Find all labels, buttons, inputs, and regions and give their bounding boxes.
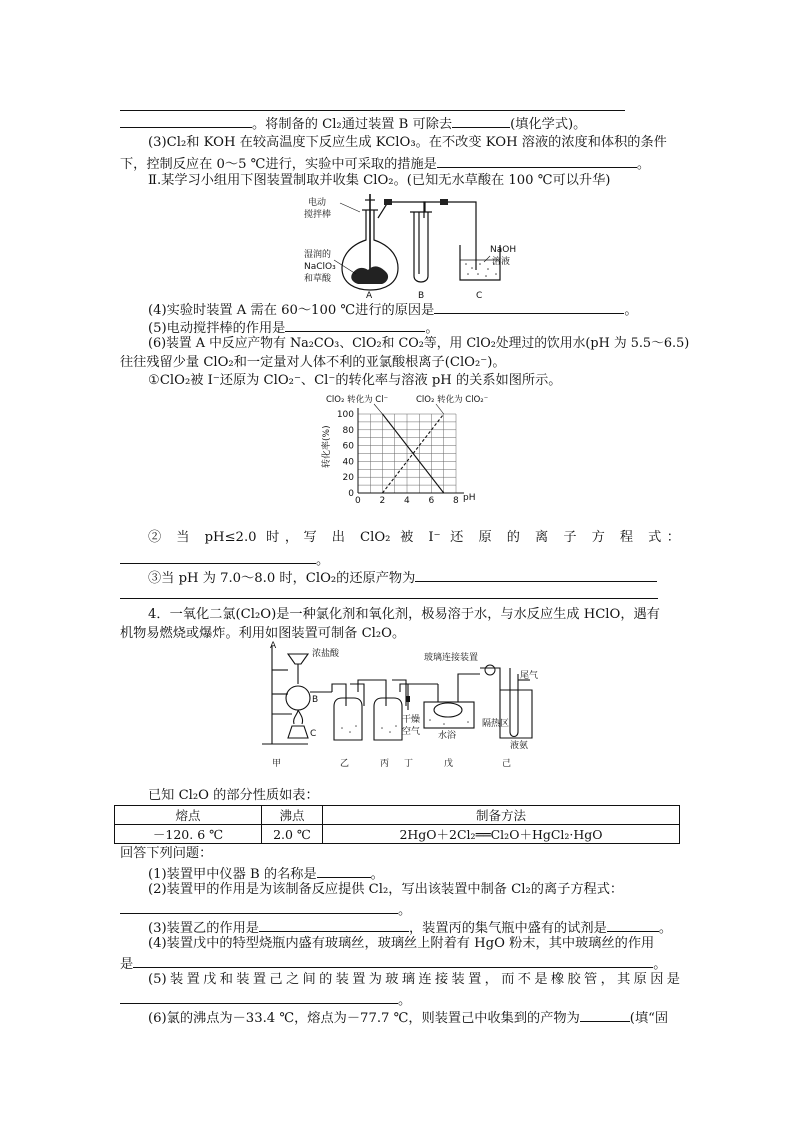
answer-blank[interactable] (317, 862, 371, 878)
water-bath-label: 水浴 (438, 731, 457, 741)
text: 。 (624, 303, 638, 318)
top-answer-line (120, 110, 625, 111)
apparatus-label-c: C (476, 291, 483, 300)
cell-method: 2HgO＋2Cl₂══Cl₂O＋HgCl₂·HgO (323, 825, 680, 844)
text: 。 (370, 867, 384, 882)
text: (填化学式)。 (510, 117, 587, 132)
unit-ji: 己 (502, 759, 512, 769)
naoh-label-2: 溶液 (492, 257, 511, 267)
text: 。 (658, 921, 672, 936)
p6-sub1: ①ClO₂被 I⁻还原为 ClO₂⁻、Cl⁻的转化率与溶液 pH 的关系如图所示。 (148, 373, 562, 388)
reagent-label-3: 和草酸 (304, 274, 332, 284)
y-tick-label: 20 (342, 473, 354, 484)
text: 。 (316, 553, 330, 568)
y-tick-label: 80 (342, 425, 354, 436)
cell-melting: －120. 6 ℃ (115, 825, 262, 844)
chart-ticks (337, 410, 459, 506)
answer-blank[interactable] (434, 298, 624, 314)
answer-blank[interactable] (133, 952, 653, 968)
label-b: B (312, 695, 319, 705)
label-c: C (310, 729, 317, 739)
table-caption: 已知 Cl₂O 的部分性质如表： (148, 788, 319, 803)
answer-line[interactable] (120, 598, 658, 599)
tail-gas-label: 尾气 (520, 671, 539, 681)
insulation-label: 隔热区 (482, 719, 510, 729)
p6-line1: (6)装置 A 中反应产物有 Na₂CO₃、ClO₂和 CO₂等，用 ClO₂处理过的饮用水(pH 为 5.5～6.5) (148, 336, 690, 351)
unit-ding: 丁 (404, 759, 414, 769)
answer-blank[interactable] (607, 916, 659, 932)
text: (1)装置甲中仪器 B 的名称是 (148, 867, 317, 882)
table-header-row (115, 806, 680, 825)
unit-yi: 乙 (340, 759, 350, 769)
x-tick-label: 4 (404, 496, 410, 506)
dry-air-label-1: 干燥 (402, 715, 421, 725)
text: 。 (398, 993, 412, 1008)
text: 。将制备的 Cl₂通过装置 B 可除去 (252, 117, 453, 132)
liquid-ammonia-label: 液氨 (510, 741, 529, 751)
q4-2: (2)装置甲的作用是为该制备反应提供 Cl₂，写出该装置中制备 Cl₂的离子方程式： (148, 882, 624, 897)
x-tick-label: 6 (428, 496, 435, 506)
text: (填“固 (629, 1011, 669, 1026)
q4-intro1: 4．一氧化二氯(Cl₂O)是一种氯化剂和氧化剂，极易溶于水，与水反应生成 HClO，遇有 (148, 607, 660, 622)
stirrer-label-1: 电动 (308, 198, 327, 208)
reagent-label-2: NaClO₃ (304, 262, 336, 272)
legend-leader-0 (374, 404, 383, 414)
apparatus-label-b: B (418, 291, 425, 300)
answer-intro: 回答下列问题： (120, 846, 213, 861)
text: 。 (425, 321, 439, 336)
text: 。 (398, 903, 412, 918)
text: 。 (636, 157, 651, 172)
legend-leader-1 (436, 404, 444, 414)
q4-intro2: 机物易燃烧或爆炸。利用如图装置可制备 Cl₂O。 (120, 626, 406, 641)
y-tick-label: 100 (336, 410, 354, 420)
chart-legend-clo2: ClO₂ 转化为 ClO₂⁻ (416, 395, 488, 405)
answer-blank[interactable] (120, 988, 398, 1004)
answer-blank[interactable] (452, 112, 510, 128)
cl2o-properties-table (114, 805, 680, 844)
p6-line2: 往往残留少量 ClO₂和一定量对人体不利的亚氯酸根离子(ClO₂⁻)。 (120, 355, 506, 370)
chart-xlabel: pH (463, 493, 476, 503)
header-boiling: 沸点 (262, 806, 323, 825)
unit-jia: 甲 (272, 759, 282, 769)
header-melting: 熔点 (115, 806, 262, 825)
clo2-apparatus-figure (300, 190, 540, 300)
table-row (115, 825, 680, 844)
answer-blank[interactable] (120, 112, 252, 128)
answer-blank[interactable] (285, 316, 425, 332)
reagent-label-1: 湿润的 (304, 250, 332, 260)
q4-4: (4)装置戊中的特型烧瓶内盛有玻璃丝，玻璃丝上附着有 HgO 粉末，其中玻璃丝的作用 (148, 936, 655, 951)
unit-bing: 丙 (380, 759, 390, 769)
text: ③当 pH 为 7.0～8.0 时，ClO₂的还原产物为 (148, 571, 416, 586)
text: 是 (120, 957, 134, 972)
cell-boiling: 2.0 ℃ (262, 825, 323, 844)
hcl-label: 浓盐酸 (312, 649, 340, 659)
chart-legend-cl: ClO₂ 转化为 Cl⁻ (326, 395, 389, 405)
y-tick-label: 60 (342, 441, 354, 452)
chart-ylabel: 转化率(%) (322, 425, 332, 468)
label-a: A (270, 641, 277, 651)
chart-series (374, 404, 444, 493)
text: (5)电动搅拌棒的作用是 (148, 321, 286, 336)
x-tick-label: 8 (453, 496, 459, 506)
answer-blank[interactable] (415, 566, 657, 582)
cl2o-apparatus-figure (248, 640, 548, 770)
answer-blank[interactable] (259, 916, 409, 932)
text: ，装置丙的集气瓶中盛有的试剂是 (409, 921, 607, 936)
answer-blank[interactable] (120, 898, 398, 914)
x-tick-label: 0 (355, 496, 361, 506)
header-method: 制备方法 (323, 806, 680, 825)
q3-line1 (120, 112, 680, 135)
glass-connector-label: 玻璃连接装置 (424, 653, 479, 663)
naoh-label-1: NaOH (490, 245, 517, 255)
conversion-rate-chart (318, 390, 488, 510)
unit-wu: 戊 (444, 759, 454, 769)
stirrer-label-2: 搅拌棒 (304, 210, 332, 220)
x-tick-label: 2 (379, 496, 386, 506)
text: 下，控制反应在 0～5 ℃进行，实验中可采取的措施是 (120, 157, 437, 172)
p3-line1: (3)Cl₂和 KOH 在较高温度下反应生成 KClO₃。在不改变 KOH 溶液的浓度和体积的条件 (148, 135, 667, 150)
y-tick-label: 0 (348, 489, 354, 499)
q4-6 (148, 1006, 680, 1029)
y-tick-label: 40 (342, 457, 354, 468)
q4-5: (5)装置戊和装置己之间的装置为玻璃连接装置，而不是橡胶管，其原因是 (148, 972, 680, 987)
part2-heading: Ⅱ.某学习小组用下图装置制取并收集 ClO₂。(已知无水草酸在 100 ℃可以升华) (148, 173, 611, 188)
text: (6)氯的沸点为－33.4 ℃，熔点为－77.7 ℃，则装置己中收集到的产物为 (148, 1011, 580, 1026)
answer-blank[interactable] (437, 152, 637, 168)
dry-air-label-2: 空气 (402, 727, 421, 737)
apparatus-label-a: A (366, 291, 373, 300)
answer-blank[interactable] (580, 1006, 630, 1022)
text: (4)实验时装置 A 需在 60～100 ℃进行的原因是 (148, 303, 435, 318)
answer-blank[interactable] (120, 548, 316, 564)
chart-grid (358, 414, 456, 493)
p6-sub2: ② 当 pH≤2.0 时，写 出 ClO₂ 被 I⁻ 还 原 的 离 子 方 程 式： (148, 530, 680, 545)
p6-sub3 (148, 566, 680, 589)
text: 。 (653, 957, 667, 972)
text: (3)装置乙的作用是 (148, 921, 259, 936)
